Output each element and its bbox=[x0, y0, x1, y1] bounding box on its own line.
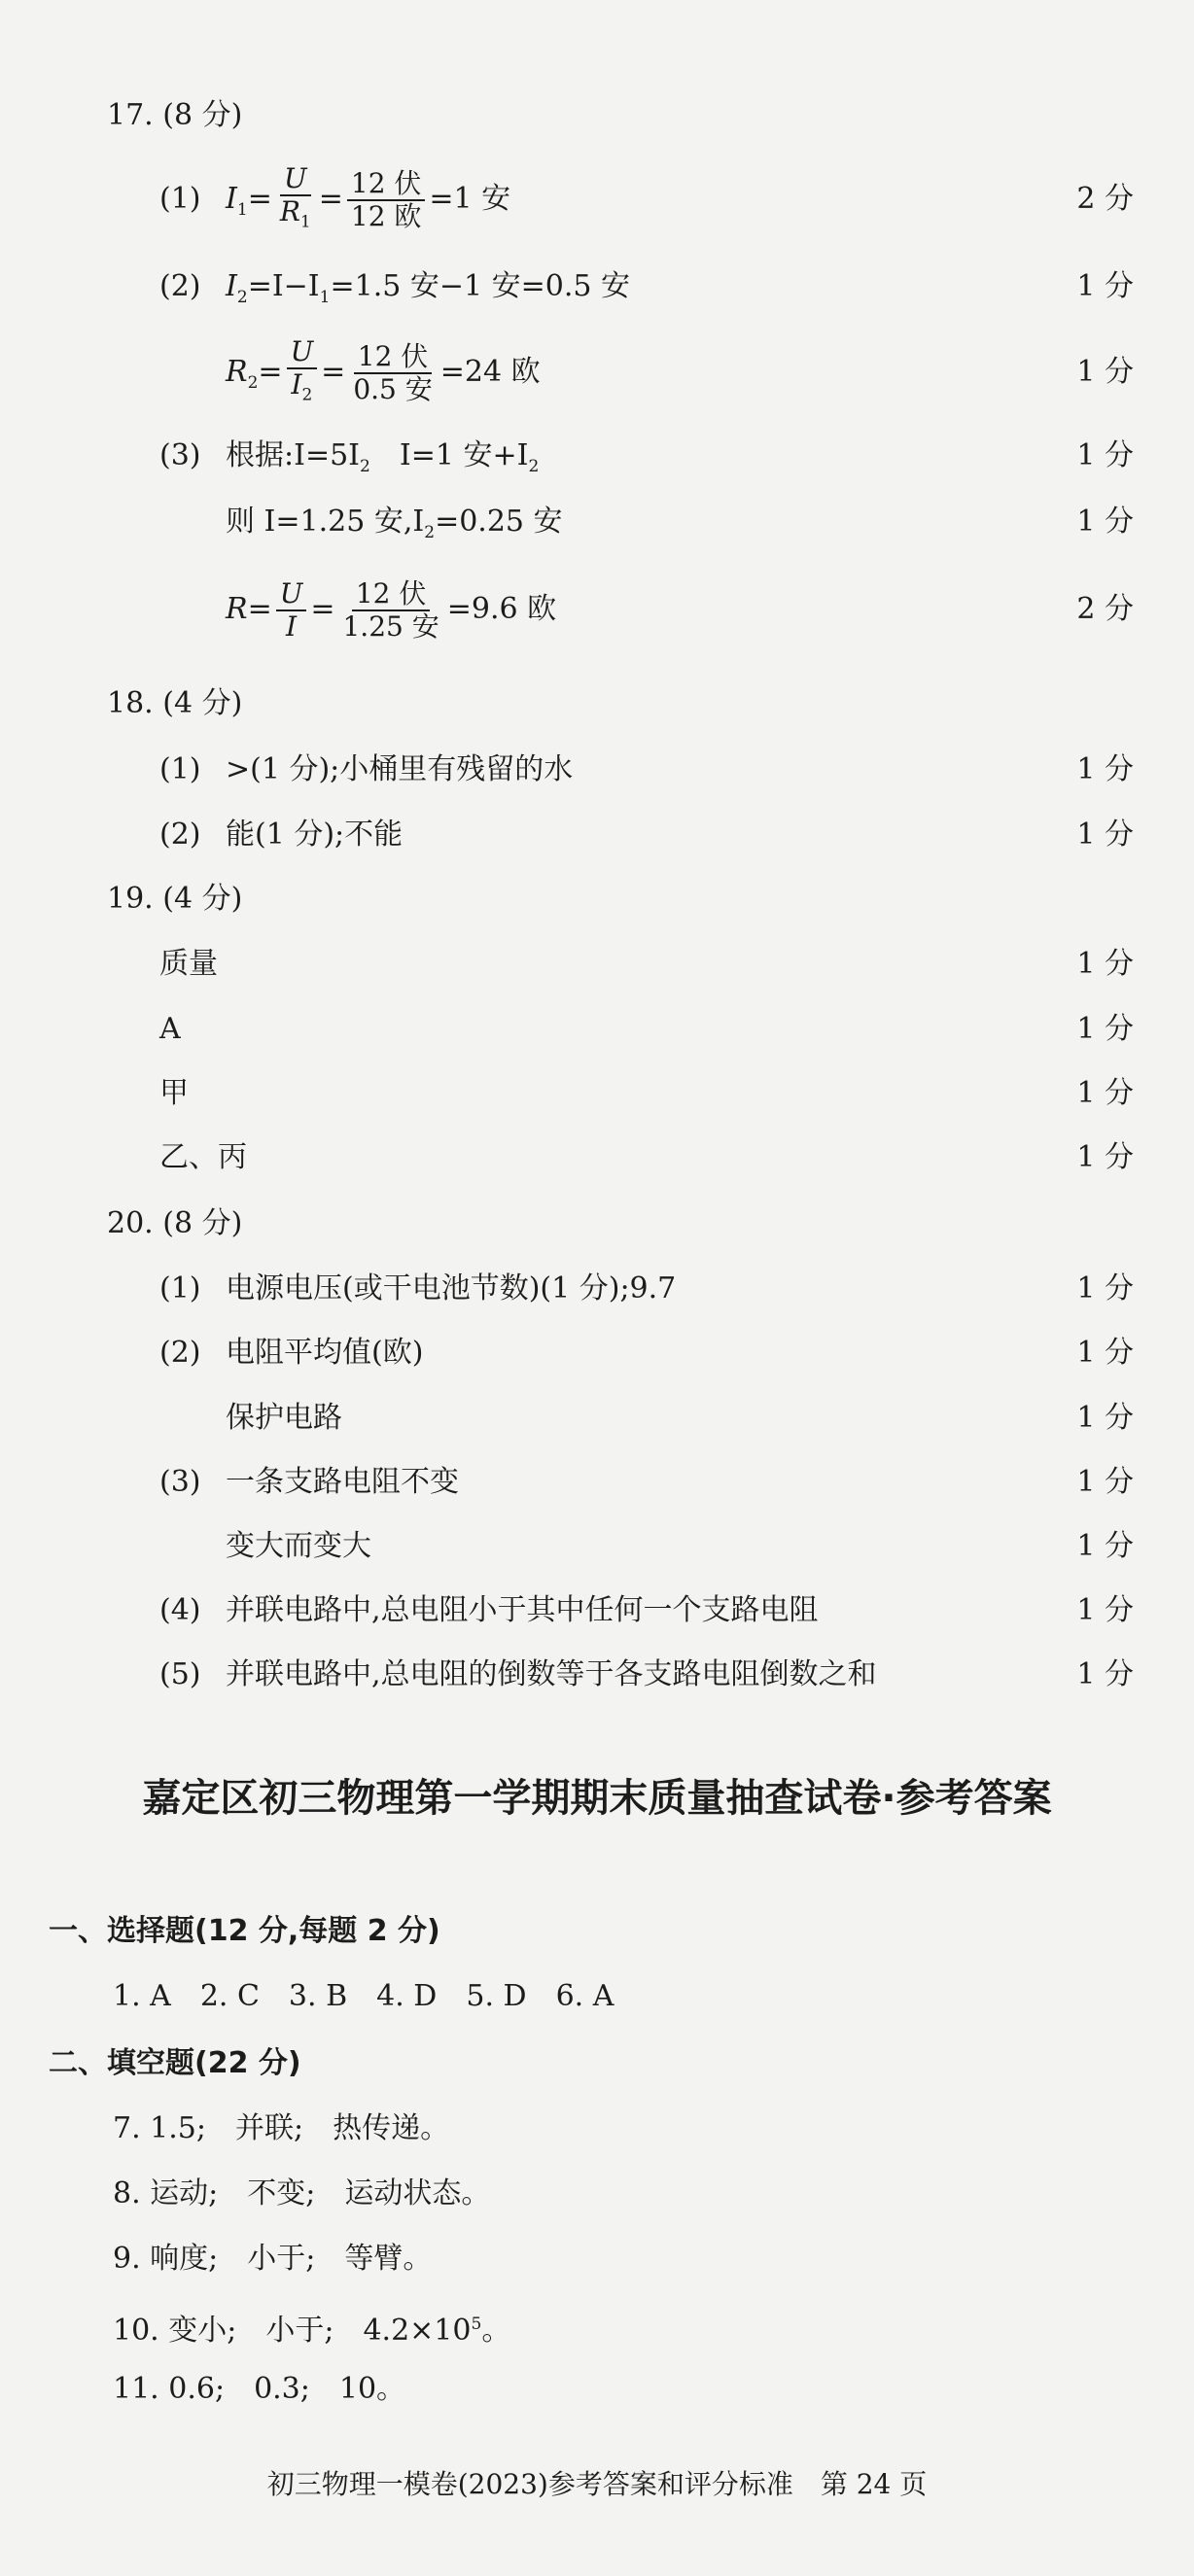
q20-line-1-text: 电源电压(或干电池节数)(1 分);9.7 bbox=[226, 1271, 677, 1305]
q17-part2-number: (2) bbox=[159, 269, 201, 303]
part2-line-10: 10. 变小; 小于; $4.2\times 10^5$。 bbox=[113, 2314, 511, 2348]
q19-line-2-score: 1 分 bbox=[1076, 1012, 1134, 1046]
q17-part1-formula: $I_1=$ $\frac{U}{R_1}$ = $\frac{\text{12 伏}}{\text{12 欧}}$ =1 安 bbox=[226, 161, 511, 232]
part1-answers: 1. A 2. C 3. B 4. D 5. D 6. A bbox=[113, 1979, 615, 2013]
q20-line-1-number: (1) bbox=[159, 1271, 201, 1305]
q19-line-3-score: 1 分 bbox=[1076, 1076, 1134, 1110]
q17-part1-number: (1) bbox=[159, 182, 201, 216]
q19-line-2-text: A bbox=[159, 1012, 181, 1046]
q17-part2-line1: $I_2=I-I_1=1.5$ 安−1 安=0.5 安 bbox=[226, 269, 631, 307]
part2-line-9: 9. 响度; 小于; 等臂。 bbox=[113, 2242, 433, 2276]
q19-line-4-text: 乙、丙 bbox=[159, 1140, 247, 1174]
q20-line-7-text: 并联电路中,总电阻的倒数等于各支路电阻倒数之和 bbox=[226, 1657, 877, 1691]
q17-part3-line3-score: 2 分 bbox=[1076, 592, 1134, 626]
q20-line-4-number: (3) bbox=[159, 1465, 201, 1499]
q17-part1-score: 2 分 bbox=[1076, 182, 1134, 216]
q20-line-3-score: 1 分 bbox=[1076, 1401, 1134, 1435]
q20-line-4-text: 一条支路电阻不变 bbox=[226, 1465, 459, 1499]
q17-part2-line1-score: 1 分 bbox=[1076, 269, 1134, 303]
part2-line-8: 8. 运动; 不变; 运动状态。 bbox=[113, 2176, 491, 2210]
q20-line-2-number: (2) bbox=[159, 1336, 201, 1370]
q18-line-2-score: 1 分 bbox=[1076, 818, 1134, 852]
q19-line-3-text: 甲 bbox=[159, 1076, 189, 1110]
page-footer: 初三物理一模卷(2023)参考答案和评分标准 第 24 页 bbox=[266, 2468, 928, 2500]
q20-line-2-text: 电阻平均值(欧) bbox=[226, 1336, 424, 1370]
q18-header: 18. (4 分) bbox=[107, 686, 243, 720]
q17-part3-line1: 根据$:I=5I_2$ I=1 安$+I_2$ bbox=[226, 438, 540, 476]
q18-line-1-score: 1 分 bbox=[1076, 752, 1134, 786]
q19-line-1-score: 1 分 bbox=[1076, 947, 1134, 981]
q17-part3-line2: 则 I=1.25 安$,I_2=0.25$ 安 bbox=[226, 505, 563, 542]
q20-line-6-number: (4) bbox=[159, 1593, 201, 1627]
q20-line-2-score: 1 分 bbox=[1076, 1336, 1134, 1370]
part2-line-11: 11. 0.6; 0.3; 10。 bbox=[113, 2372, 406, 2406]
q20-line-7-number: (5) bbox=[159, 1657, 201, 1691]
q18-line-2-text: 能(1 分);不能 bbox=[226, 818, 404, 852]
part2-heading: 二、填空题(22 分) bbox=[49, 2046, 301, 2080]
q20-line-7-score: 1 分 bbox=[1076, 1657, 1134, 1691]
q20-line-3-text: 保护电路 bbox=[226, 1401, 342, 1435]
q18-line-1-text: >(1 分);小桶里有残留的水 bbox=[226, 752, 574, 786]
q17-part3-number: (3) bbox=[159, 438, 201, 472]
q20-line-4-score: 1 分 bbox=[1076, 1465, 1134, 1499]
q18-line-1-number: (1) bbox=[159, 752, 201, 786]
q17-part2-line2-score: 1 分 bbox=[1076, 355, 1134, 389]
part1-heading: 一、选择题(12 分,每题 2 分) bbox=[49, 1914, 440, 1948]
q19-line-4-score: 1 分 bbox=[1076, 1140, 1134, 1174]
q17-header: 17. (8 分) bbox=[107, 98, 243, 132]
q20-line-5-score: 1 分 bbox=[1076, 1529, 1134, 1563]
q17-part3-line2-score: 1 分 bbox=[1076, 505, 1134, 539]
section-title: 嘉定区初三物理第一学期期末质量抽查试卷·参考答案 bbox=[142, 1776, 1052, 1821]
q20-header: 20. (8 分) bbox=[107, 1206, 243, 1240]
q20-line-6-text: 并联电路中,总电阻小于其中任何一个支路电阻 bbox=[226, 1593, 819, 1627]
q17-part2-line2: $R_2=$ $\frac{U}{I_2}$ = $\frac{\text{12 伏}}{\text{0.5 安}}$ =24 欧 bbox=[226, 334, 541, 405]
q20-line-6-score: 1 分 bbox=[1076, 1593, 1134, 1627]
q19-header: 19. (4 分) bbox=[107, 882, 243, 916]
q20-line-5-text: 变大而变大 bbox=[226, 1529, 371, 1563]
q20-line-1-score: 1 分 bbox=[1076, 1271, 1134, 1305]
part2-line-7: 7. 1.5; 并联; 热传递。 bbox=[113, 2111, 450, 2145]
q17-part3-line3: R= $\frac{U}{I}$ = $\frac{\text{12 伏}}{\text{1.25 安}}$ =9.6 欧 bbox=[226, 577, 557, 643]
q18-line-2-number: (2) bbox=[159, 818, 201, 852]
q17-part3-line1-score: 1 分 bbox=[1076, 438, 1134, 472]
q19-line-1-text: 质量 bbox=[159, 947, 218, 981]
